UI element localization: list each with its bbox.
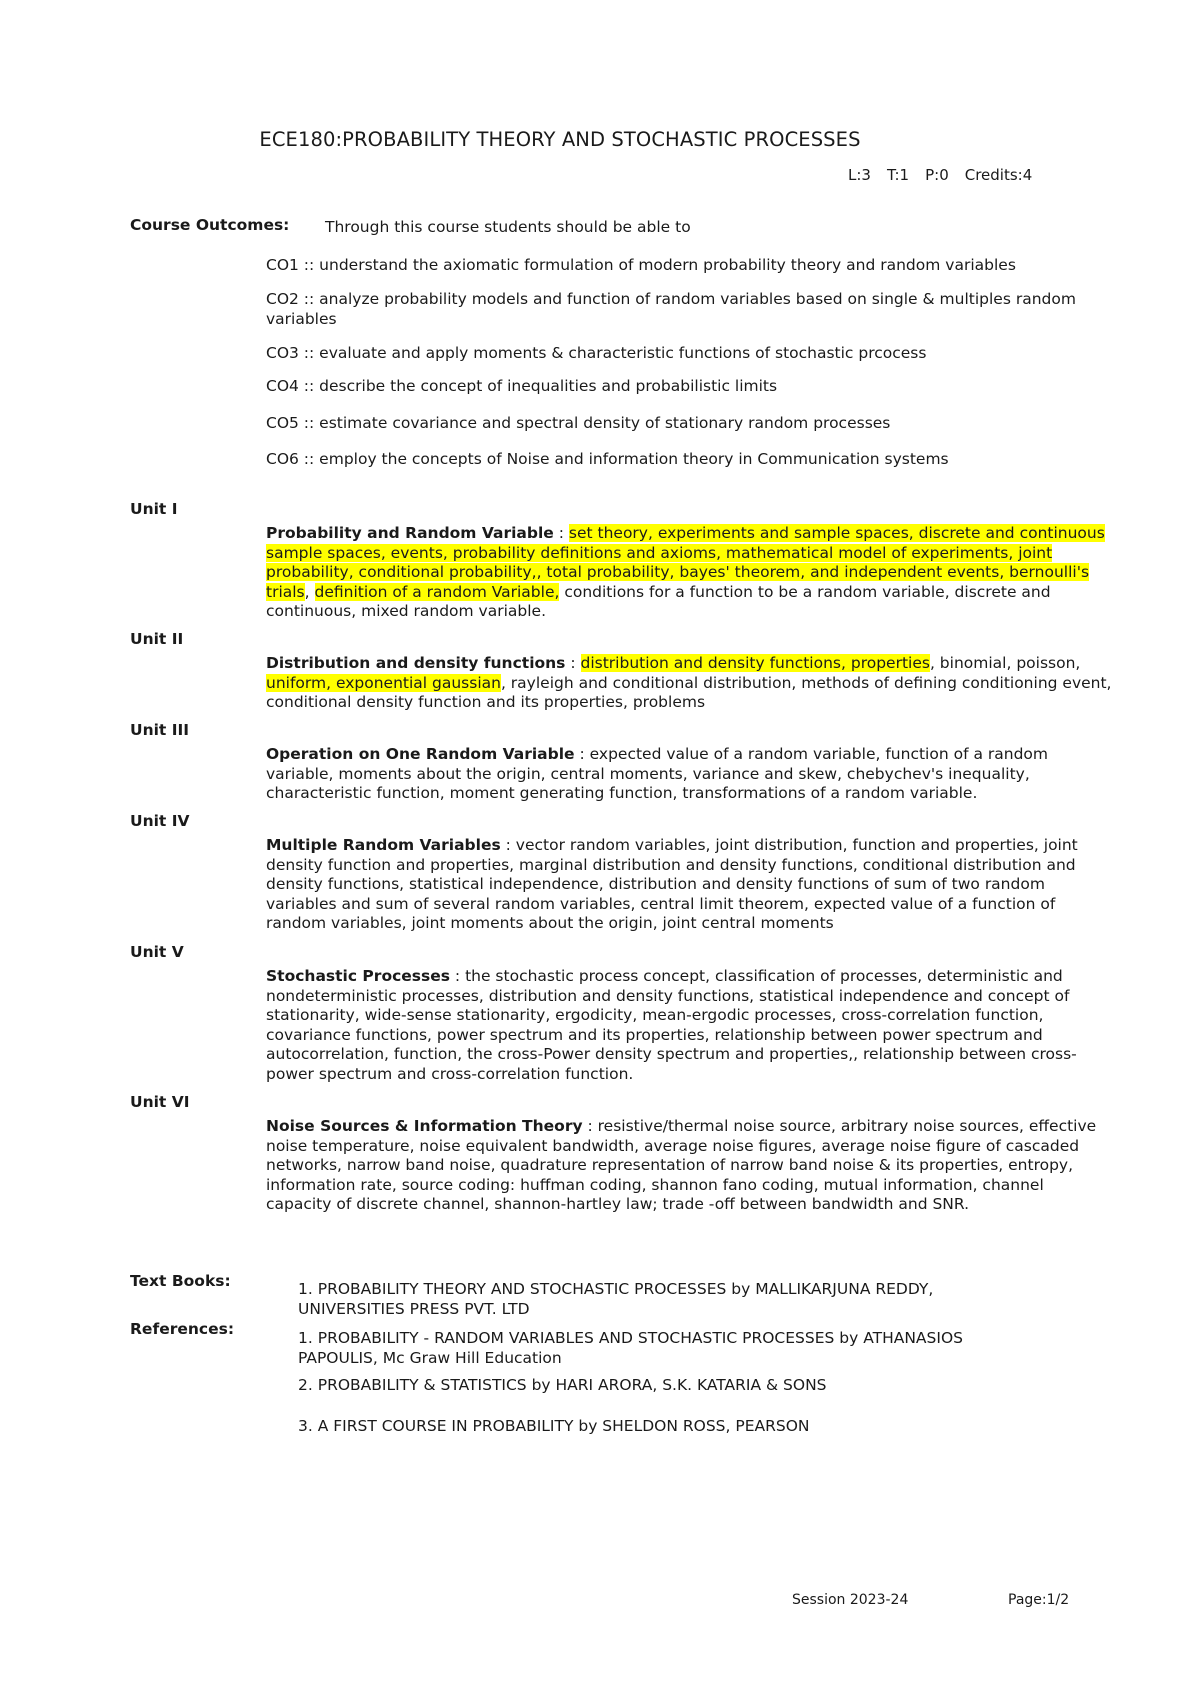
unit-label: Unit I: [130, 500, 178, 518]
unit-topic: Multiple Random Variables: [266, 836, 501, 854]
unit-description: Operation on One Random Variable : expected value of a random variable, function of a random variable, moments about the origin, central moments, variance and skew, chebychev's inequality, characteristic function, moment generating function, transformations of a random variable.: [266, 745, 1048, 803]
tutorial-hours: T:1: [886, 166, 910, 184]
references-label: References:: [130, 1320, 235, 1338]
text-book-item: 1. PROBABILITY THEORY AND STOCHASTIC PROCESSES by MALLIKARJUNA REDDY, UNIVERSITIES PRESS PVT. LTD: [298, 1280, 934, 1318]
unit-topic: Operation on One Random Variable: [266, 745, 575, 763]
highlighted-text: uniform, exponential gaussian: [266, 673, 501, 692]
course-outcomes-intro: Through this course students should be able to: [325, 218, 691, 236]
reference-item: 2. PROBABILITY & STATISTICS by HARI ARORA, S.K. KATARIA & SONS: [298, 1376, 827, 1394]
reference-item: 1. PROBABILITY - RANDOM VARIABLES AND STOCHASTIC PROCESSES by ATHANASIOS PAPOULIS, Mc Graw Hill Education: [298, 1329, 963, 1367]
session-label: Session 2023-24: [792, 1592, 909, 1608]
unit-label: Unit V: [130, 943, 184, 961]
lecture-hours: L:3: [848, 166, 871, 184]
unit-description: Probability and Random Variable : set theory, experiments and sample spaces, discrete and continuous sample spaces, events, probability definitions and axioms, mathematical model of experiments, joint probability, conditional probability,, total probability, bayes' theorem, and independent events, bernoulli's trials, definition of a random Variable, conditions for a function to be a random variable, discrete and continuous, mixed random variable.: [266, 524, 1105, 621]
unit-label: Unit VI: [130, 1093, 190, 1111]
unit-description: Distribution and density functions : distribution and density functions, properties, binomial, poisson, uniform, exponential gaussian, rayleigh and conditional distribution, methods of defining conditioning event, conditional density function and its properties, problems: [266, 654, 1112, 712]
unit-label: Unit II: [130, 630, 184, 648]
course-outcome-item: CO3 :: evaluate and apply moments & characteristic functions of stochastic prcocess: [266, 344, 927, 362]
unit-topic: Distribution and density functions: [266, 654, 566, 672]
course-outcomes-label: Course Outcomes:: [130, 216, 290, 234]
unit-label: Unit IV: [130, 812, 190, 830]
course-outcome-item: CO2 :: analyze probability models and function of random variables based on single & multiples random variables: [266, 290, 1076, 328]
ltp-credits: [848, 166, 1032, 184]
unit-description: Stochastic Processes : the stochastic process concept, classification of processes, deterministic and nondeterministic processes, distribution and density functions, statistical independence and concept of stationarity, wide-sense stationarity, ergodicity, mean-ergodic processes, cross-correlation function, covariance functions, power spectrum and its properties, relationship between power spectrum and autocorrelation, function, the cross-Power density spectrum and properties,, relationship between cross-power spectrum and cross-correlation function.: [266, 967, 1077, 1083]
course-outcome-item: CO1 :: understand the axiomatic formulation of modern probability theory and random variables: [266, 256, 1016, 274]
unit-topic: Stochastic Processes: [266, 967, 450, 985]
course-outcome-item: CO6 :: employ the concepts of Noise and information theory in Communication systems: [266, 450, 949, 468]
practical-hours: P:0: [925, 166, 949, 184]
page-title: ECE180:PROBABILITY THEORY AND STOCHASTIC PROCESSES: [259, 128, 861, 151]
highlighted-text: definition of a random Variable,: [314, 582, 560, 601]
unit-topic: Noise Sources & Information Theory: [266, 1117, 583, 1135]
course-outcome-item: CO4 :: describe the concept of inequalities and probabilistic limits: [266, 377, 778, 395]
reference-item: 3. A FIRST COURSE IN PROBABILITY by SHELDON ROSS, PEARSON: [298, 1417, 810, 1435]
credits: Credits:4: [964, 166, 1033, 184]
unit-description: Noise Sources & Information Theory : resistive/thermal noise source, arbitrary noise sources, effective noise temperature, noise equivalent bandwidth, average noise figures, average noise figure of cascaded networks, narrow band noise, quadrature representation of narrow band noise & its properties, entropy, information rate, source coding: huffman coding, shannon fano coding, mutual information, channel capacity of discrete channel, shannon-hartley law; trade -off between bandwidth and SNR.: [266, 1117, 1097, 1214]
course-outcome-item: CO5 :: estimate covariance and spectral density of stationary random processes: [266, 414, 891, 432]
page-number: Page:1/2: [1008, 1592, 1070, 1608]
unit-label: Unit III: [130, 721, 190, 739]
unit-description: Multiple Random Variables : vector random variables, joint distribution, function and properties, joint density function and properties, marginal distribution and density functions, conditional distribution and density functions, statistical independence, distribution and density functions of sum of two random variables and sum of several random variables, central limit theorem, expected value of a function of random variables, joint moments about the origin, joint central moments: [266, 836, 1078, 933]
text-books-label: Text Books:: [130, 1272, 231, 1290]
highlighted-text: set theory, experiments and sample spaces, discrete and continuous sample spaces, events, probability definitions and axioms, mathematical model of experiments, joint probability, conditional probability,, total probability, bayes' theorem, and independent events, bernoulli's trials: [266, 524, 1105, 601]
highlighted-text: distribution and density functions, properties: [580, 654, 930, 672]
unit-topic: Probability and Random Variable: [266, 524, 554, 542]
